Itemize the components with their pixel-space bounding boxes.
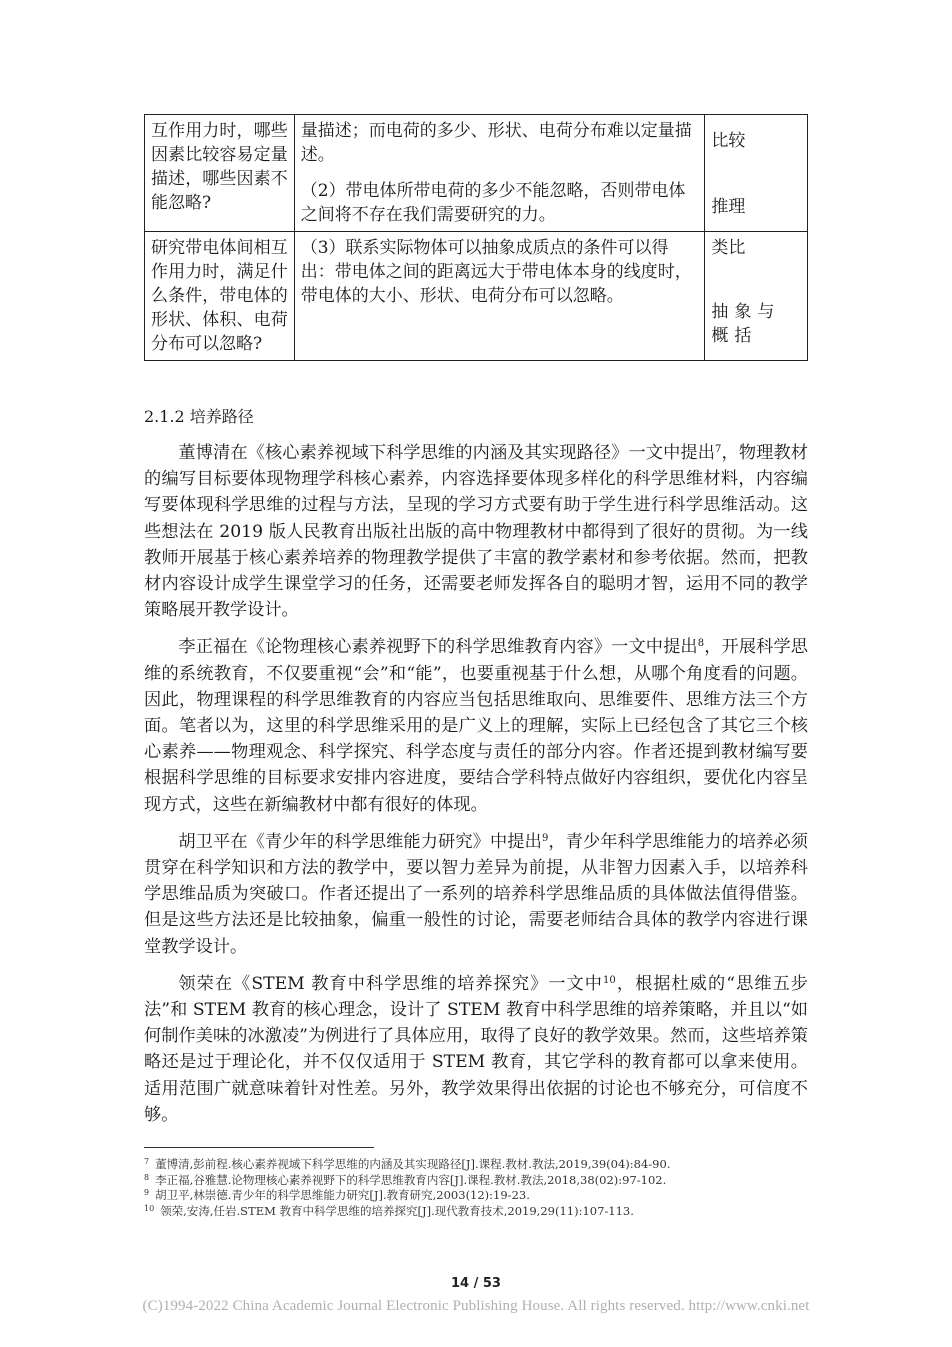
paragraph-text: 李正福在《论物理核心素养视野下的科学思维教育内容》一文中提出 — [178, 637, 698, 658]
footnote — [144, 1188, 824, 1204]
footnote-number: 7 — [144, 1157, 150, 1166]
paragraph-text: ，开展科学思维的系统教育，不仅要重视“会”和“能”，也要重视基于什么想，从哪个角度看的问题。因此，物理课程的科学思维教育的内容应当包括思维取向、思维要件、思维方法三个方面。笔者以为，这里的科学思维采用的是广义上的理解，实际上已经包含了其它三个核心素养——物理观念、科学探究、科学态度与责任的部分内容。作者还提到教材编写要根据科学思维的目标要求安排内容进度，要结合学科特点做好内容组织，要优化内容呈现方式，这些在新编教材中都有很好的体现。 — [144, 637, 808, 815]
method-text: 类比 — [711, 238, 746, 258]
footnote-text: 李正福,谷雅慧.论物理核心素养视野下的科学思维教育内容[J].课程.教材.教法,2018,38(02):97-102. — [155, 1172, 667, 1187]
method-text: 抽象与概括 — [711, 302, 781, 346]
paragraph — [144, 440, 808, 623]
footnote-text: 董博清,彭前程.核心素养视域下科学思维的内涵及其实现路径[J].课程.教材.教法,2019,39(04):84-90. — [155, 1157, 671, 1171]
paragraph-text: ，物理教材的编写目标要体现物理学科核心素养，内容选择要体现多样化的科学思维材料，内容编写要体现科学思维的过程与方法，呈现的学习方式要有助于学生进行科学思维活动。这些想法在 2019 版人民教育出版社出版的高中物理教材中都得到了很好的贯彻。为一线教师开展基于核心素养培养的物理教学提供了丰富的教学素材和参考依据。然而，把教材内容设计成学生课堂学习的任务，还需要老师发挥各自的聪明才智，运用不同的教学策略展开教学设计。 — [144, 443, 808, 621]
paragraph — [144, 634, 808, 817]
footnote-text: 领荣,安涛,任岩.STEM 教育中科学思维的培养探究[J].现代教育技术,2019,29(11):107-113. — [160, 1203, 634, 1218]
method-cell — [705, 115, 808, 232]
footnote-number: 10 — [144, 1203, 155, 1213]
paragraph-text: ，青少年科学思维能力的培养必须贯穿在科学知识和方法的教学中，要以智力差异为前提，从非智力因素入手，以培养科学思维品质为突破口。作者还提出了一系列的培养科学思维品质的具体做法值得借鉴。但是这些方法还是比较抽象，偏重一般性的讨论，需要老师结合具体的教学内容进行课堂教学设计。 — [144, 831, 808, 957]
answer-text: （2）带电体所带电荷的多少不能忽略，否则带电体之间将不存在我们需要研究的力。 — [300, 181, 686, 225]
answer-text: 量描述；而电荷的多少、形状、电荷分布难以定量描述。 — [300, 121, 692, 165]
footnote-ref: 8 — [697, 638, 705, 650]
table-row — [145, 115, 808, 232]
section-heading: 2.1.2 培养路径 — [144, 407, 254, 426]
paragraph — [144, 971, 808, 1128]
footnote-ref: 10 — [603, 974, 616, 986]
question-text: 研究带电体间相互作用力时，满足什么条件，带电体的形状、体积、电荷分布可以忽略? — [151, 238, 288, 354]
paragraph-text: 董博清在《核心素养视域下科学思维的内涵及其实现路径》一文中提出 — [178, 443, 716, 463]
table-row — [145, 232, 808, 361]
question-cell — [145, 232, 295, 361]
paragraph-text: 领荣在《STEM 教育中科学思维的培养探究》一文中 — [178, 973, 604, 994]
footnote — [144, 1204, 824, 1220]
footnote-number: 8 — [144, 1172, 150, 1182]
answer-cell — [294, 115, 705, 232]
paragraph-text: 胡卫平在《青少年的科学思维能力研究》中提出 — [178, 831, 542, 852]
footnotes — [144, 1157, 824, 1219]
body-text — [144, 440, 808, 1139]
method-text: 比较 — [711, 131, 746, 151]
copyright-watermark: (C)1994-2022 China Academic Journal Electronic Publishing House. All rights reserved. http://www.cnki.net — [142, 1298, 810, 1314]
footnote-divider — [144, 1147, 374, 1148]
paragraph-text: ，根据杜威的“思维五步法”和 STEM 教育的核心理念，设计了 STEM 教育中科学思维的培养策略，并且以“如何制作美味的冰激凌”为例进行了具体应用，取得了良好的教学效果。然而，这些培养策略还是过于理论化，并不仅仅适用于 STEM 教育，其它学科的教育都可以拿来使用。适用范围广就意味着针对性差。另外，教学效果得出依据的讨论也不够充分，可信度不够。 — [144, 973, 808, 1125]
footnote-text: 胡卫平,林崇德.青少年的科学思维能力研究[J].教育研究,2003(12):19-23. — [155, 1188, 530, 1202]
paragraph — [144, 829, 808, 960]
answer-cell — [294, 232, 705, 361]
method-cell — [705, 232, 808, 361]
question-text: 互作用力时，哪些因素比较容易定量描述，哪些因素不能忽略? — [151, 121, 288, 213]
page-number: 14 / 53 — [451, 1276, 501, 1291]
footnote-ref: 9 — [541, 832, 549, 844]
question-cell — [145, 115, 295, 232]
answer-text: （3）联系实际物体可以抽象成质点的条件可以得出：带电体之间的距离远大于带电体本身的线度时，带电体的大小、形状、电荷分布可以忽略。 — [300, 238, 692, 306]
footnote — [144, 1173, 824, 1189]
method-text: 推理 — [711, 197, 746, 217]
footnote-ref: 7 — [715, 444, 722, 455]
footnote-number: 9 — [144, 1188, 150, 1197]
question-method-table — [144, 114, 808, 361]
footnote — [144, 1157, 824, 1173]
